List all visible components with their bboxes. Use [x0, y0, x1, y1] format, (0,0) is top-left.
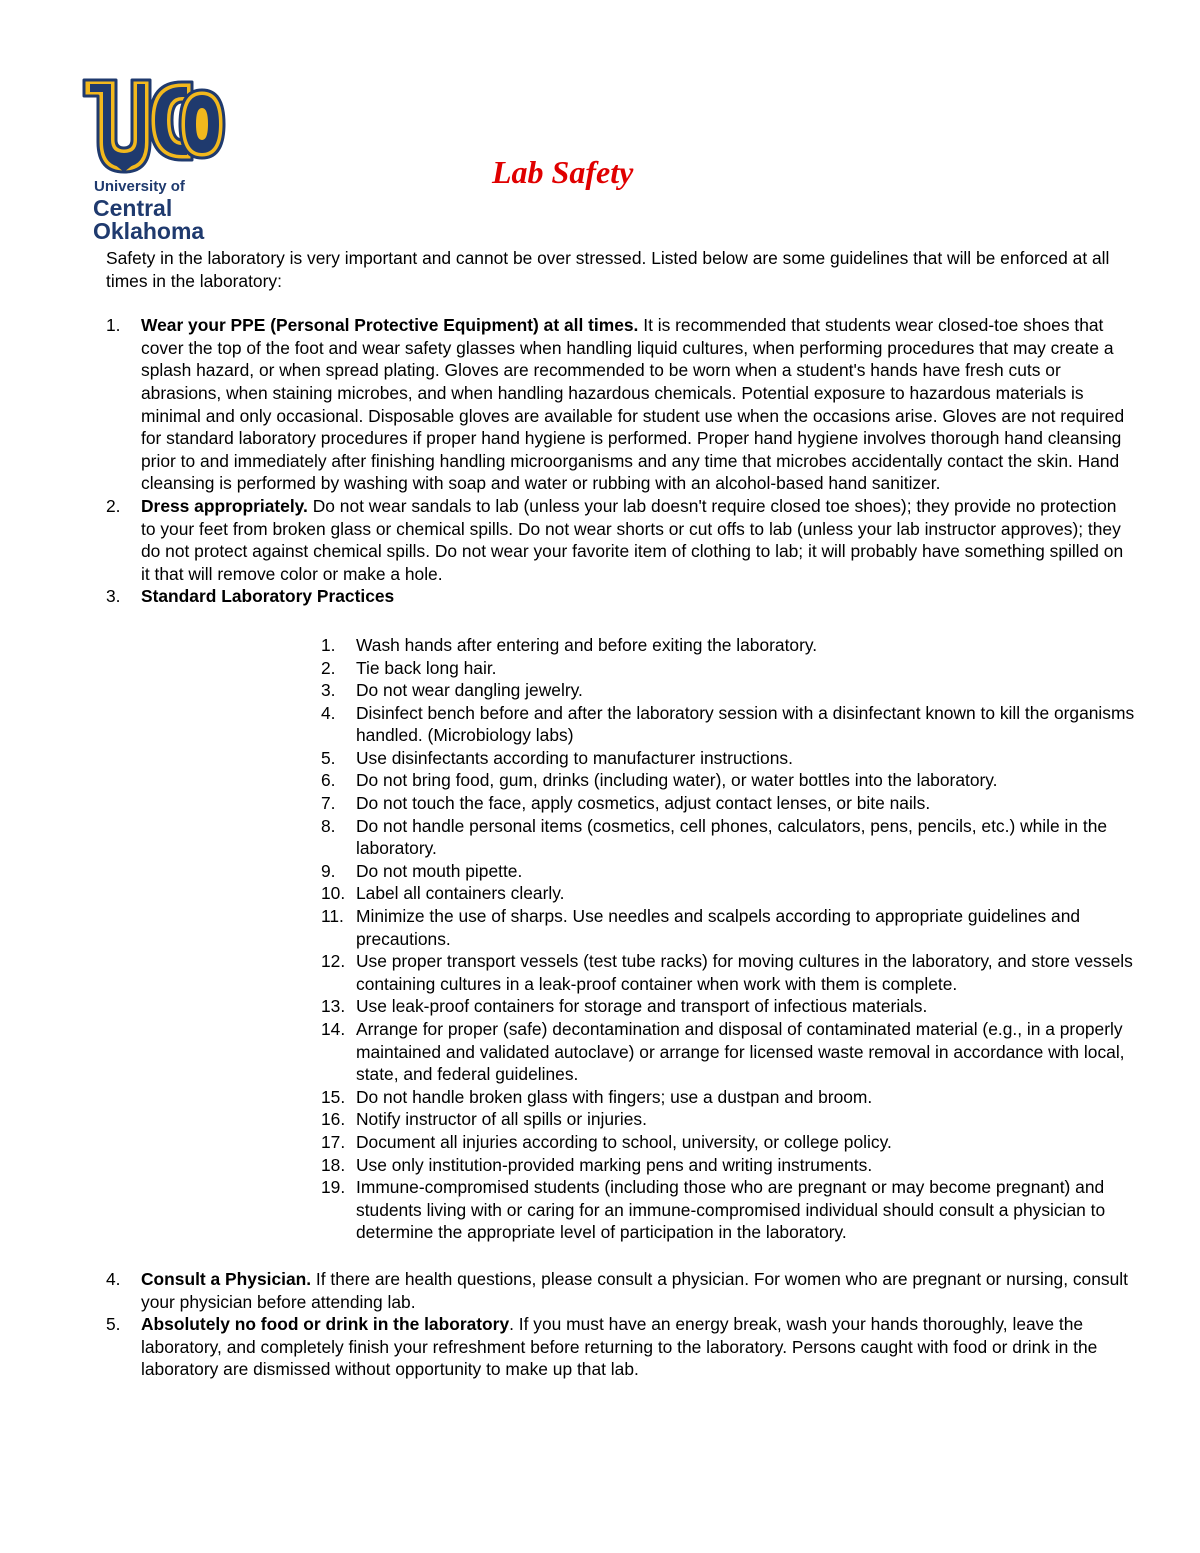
guideline-text: If there are health questions, please consult a physician. For women who are pregnant or nursing, consult your physician before attending lab.: [141, 1268, 1128, 1312]
practice-item: [321, 1086, 1156, 1109]
list-number: 10.: [321, 883, 346, 904]
practice-text: Use leak-proof containers for storage and transport of infectious materials.: [356, 996, 928, 1017]
practice-item: [321, 950, 1156, 995]
practice-text: Document all injuries according to school, university, or college policy.: [356, 1131, 892, 1152]
practice-item: [321, 995, 1156, 1018]
list-number: 18.: [321, 1154, 346, 1175]
guideline-item-3: [106, 585, 1135, 1244]
practice-text: Do not mouth pipette.: [356, 860, 523, 881]
list-number: 1.: [321, 634, 336, 655]
guideline-item-4: [106, 1268, 1130, 1313]
logo-text-oklahoma: Oklahoma: [93, 218, 205, 244]
list-number: 5.: [321, 747, 336, 768]
guideline-item-1: [106, 314, 1130, 495]
logo-text-central: Central: [93, 195, 173, 221]
guideline-heading: Consult a Physician.: [141, 1268, 312, 1289]
practice-text: Immune-compromised students (including those who are pregnant or may become pregnant) and students living with or caring for an immune-compromised individual should consult a physician to determine the appropriate level of participation in the laboratory.: [356, 1177, 1106, 1243]
practice-item: [321, 1131, 1156, 1154]
practice-text: Wash hands after entering and before exiting the laboratory.: [356, 634, 818, 655]
page-title: Lab Safety: [492, 154, 634, 190]
list-number: 2.: [106, 495, 121, 516]
practice-item: [321, 657, 1156, 680]
practice-item: [321, 882, 1156, 905]
guideline-heading: Absolutely no food or drink in the laboratory: [141, 1314, 510, 1335]
practice-item: [321, 815, 1156, 860]
list-number: 3.: [321, 680, 336, 701]
practice-text: Tie back long hair.: [356, 657, 497, 678]
list-number: 7.: [321, 793, 336, 814]
list-number: 16.: [321, 1109, 346, 1130]
practice-text: Notify instructor of all spills or injuries.: [356, 1109, 647, 1130]
list-number: 8.: [321, 815, 336, 836]
practice-text: Arrange for proper (safe) decontamination and disposal of contaminated material (e.g., in a properly maintained and validated autoclave) or arrange for licensed waste removal in accordance with local, state, and federal guidelines.: [356, 1019, 1125, 1085]
practice-item: [321, 679, 1156, 702]
practice-item: [321, 747, 1156, 770]
standard-practices-list: [321, 634, 1135, 1244]
practice-item: [321, 860, 1156, 883]
list-number: 15.: [321, 1086, 346, 1107]
document-body: [106, 247, 1135, 1381]
list-number: 17.: [321, 1131, 346, 1152]
practice-text: Use proper transport vessels (test tube racks) for moving cultures in the laboratory, and store vessels containing cultures in a leak-proof container when work with them is complete.: [356, 951, 1133, 994]
practice-text: Disinfect bench before and after the laboratory session with a disinfectant known to kill the organisms handled. (Microbiology labs): [356, 702, 1135, 746]
practice-text: Do not handle personal items (cosmetics, cell phones, calculators, pens, pencils, etc.) while in the laboratory.: [356, 815, 1108, 859]
practice-text: Label all containers clearly.: [356, 883, 565, 904]
list-number: 5.: [106, 1314, 121, 1335]
list-number: 9.: [321, 860, 336, 881]
practice-text: Do not bring food, gum, drinks (including water), or water bottles into the laboratory.: [356, 770, 998, 791]
guideline-heading: Dress appropriately.: [141, 495, 308, 516]
practice-item: [321, 905, 1156, 950]
list-number: 6.: [321, 770, 336, 791]
guideline-heading: Wear your PPE (Personal Protective Equipment) at all times.: [141, 315, 639, 336]
logo-text-university-of: University of: [94, 178, 185, 195]
practice-item: [321, 792, 1156, 815]
list-number: 1.: [106, 315, 121, 336]
uco-logo-mark: [80, 68, 226, 178]
practice-text: Do not touch the face, apply cosmetics, adjust contact lenses, or bite nails.: [356, 793, 931, 814]
guideline-text: . If you must have an energy break, wash your hands thoroughly, leave the laboratory, and completely finish your refreshment before returning to the laboratory. Persons caught with food or drink in the laboratory are dismissed without opportunity to make up that lab.: [141, 1314, 1098, 1380]
guideline-text: Do not wear sandals to lab (unless your lab doesn't require closed toe shoes); they provide no protection to your feet from broken glass or chemical spills. Do not wear shorts or cut offs to lab (unless your lab instructor approves); they do not protect against chemical spills. Do not wear your favorite item of clothing to lab; it will probably have something spilled on it that will remove color or make a hole.: [141, 495, 1124, 584]
uco-logo: [80, 68, 226, 244]
list-number: 12.: [321, 951, 346, 972]
list-number: 4.: [106, 1268, 121, 1289]
practice-item: [321, 702, 1156, 747]
practice-text: Minimize the use of sharps. Use needles and scalpels according to appropriate guidelines and precautions.: [356, 906, 1081, 949]
list-number: 3.: [106, 586, 121, 607]
guideline-text: It is recommended that students wear closed-toe shoes that cover the top of the foot and wear safety glasses when handling liquid cultures, when performing procedures that may create a splash hazard, or when spread plating. Gloves are recommended to be worn when a student's hands have fresh cuts or abrasions, when staining microbes, and when handling hazardous chemicals. Potential exposure to hazardous materials is minimal and only occasional. Disposable gloves are available for student use when the occasions arise. Gloves are not required for standard laboratory procedures if proper hand hygiene is performed. Proper hand hygiene involves thorough hand cleansing prior to and immediately after finishing handling microorganisms and any time that microbes accidentally contact the skin. Hand cleansing is performed by washing with soap and water or rubbing with an alcohol-based hand sanitizer.: [141, 315, 1125, 494]
practice-text: Do not handle broken glass with fingers; use a dustpan and broom.: [356, 1086, 873, 1107]
list-number: 2.: [321, 657, 336, 678]
intro-paragraph: Safety in the laboratory is very important and cannot be over stressed. Listed below are some guidelines that will be enforced at all times in the laboratory:: [106, 248, 1110, 291]
guideline-heading: Standard Laboratory Practices: [141, 586, 395, 607]
guideline-item-5: [106, 1313, 1130, 1381]
safety-guidelines-list: [106, 314, 1135, 1381]
practice-item: [321, 634, 1156, 657]
practice-item: [321, 1018, 1156, 1086]
practice-item: [321, 769, 1156, 792]
practice-text: Do not wear dangling jewelry.: [356, 680, 583, 701]
practice-text: Use disinfectants according to manufacturer instructions.: [356, 747, 793, 768]
list-number: 4.: [321, 702, 336, 723]
practice-item: [321, 1154, 1156, 1177]
practice-text: Use only institution-provided marking pens and writing instruments.: [356, 1154, 873, 1175]
list-number: 19.: [321, 1177, 346, 1198]
practice-item: [321, 1108, 1156, 1131]
practice-item: [321, 1176, 1156, 1244]
list-number: 14.: [321, 1019, 346, 1039]
guideline-item-2: [106, 495, 1130, 585]
list-number: 13.: [321, 996, 346, 1017]
list-number: 11.: [321, 906, 344, 927]
